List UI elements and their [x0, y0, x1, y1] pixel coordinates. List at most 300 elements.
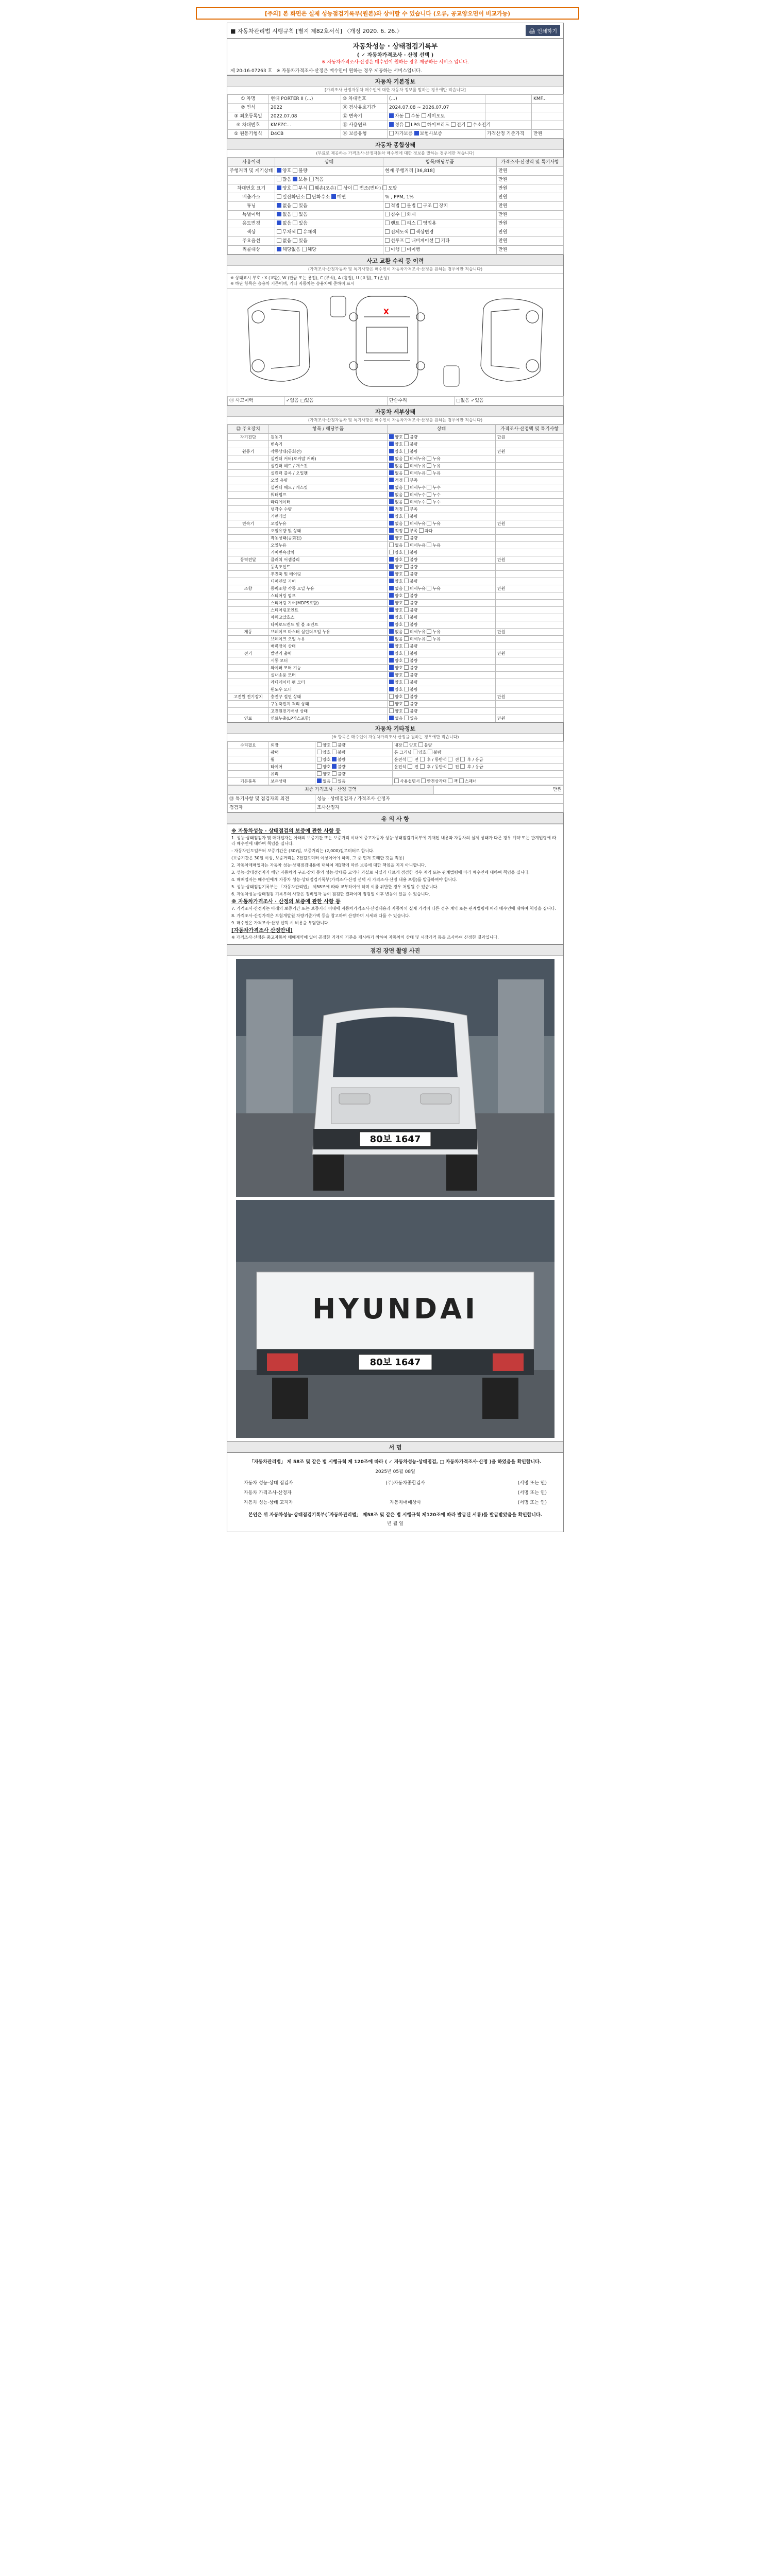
unchecked-box-icon [404, 528, 409, 533]
signer-3-sign: (서명 또는 인) [517, 1500, 547, 1505]
inspection-row-cell: 시동 모터 [269, 657, 388, 665]
status-row-cell: 전체도색 색상변경 [383, 228, 497, 237]
vehicle-info-row [228, 104, 564, 112]
status-row-cell: 해당없음 해당 [275, 246, 383, 255]
vehicle-info-row-cell [485, 95, 532, 104]
signer-row-1 [233, 1478, 557, 1487]
inspection-row-cell: 실린더 블록 / 오일팬 [269, 470, 388, 477]
extra-item-row-cell: 타이어 [269, 764, 315, 771]
status-row-cell: 적법 불법 구조 장치 [383, 202, 497, 211]
inspection-row-cell [228, 643, 269, 650]
inspection-row-cell: 와이퍼 모터 기능 [269, 665, 388, 672]
status-row-cell: 양호 불량 [275, 167, 383, 176]
checked-box-icon [389, 593, 394, 598]
inspection-row-cell [496, 665, 564, 672]
checked-box-icon [293, 177, 297, 181]
extra-item-row-cell: 양호 불량 [315, 749, 393, 756]
inspection-row-cell [228, 701, 269, 708]
unchecked-box-icon [404, 449, 409, 453]
checked-box-icon [277, 221, 281, 225]
status-row [228, 167, 564, 176]
car-left-side-view [248, 299, 310, 381]
unchecked-box-icon [317, 771, 322, 776]
inspection-row-cell: 만원 [496, 520, 564, 528]
document-subtitle-note: ※ 자동차가격조사·산정은 매수인이 원하는 경우 제공하는 서비스 입니다. [322, 60, 469, 65]
unchecked-box-icon [401, 203, 406, 208]
signer-row-3 [233, 1497, 557, 1507]
unchecked-box-icon [406, 238, 410, 243]
inspection-row-cell: 양호 불량 [388, 434, 496, 441]
notes-paragraph: 8. 가격조사·산정가격은 보험개발원 차량기준가액 등을 참고하여 산정하며 시세와 다를 수 있습니다. [231, 913, 411, 918]
record-meta-note: ※ 자동차가격조사·산정은 매수인이 원하는 경우 제공하는 서비스입니다. [276, 69, 422, 74]
inspection-row-cell: 스티어링 기어(MDPS포함) [269, 600, 388, 607]
inspection-row-cell [228, 679, 269, 686]
inspection-row [228, 484, 564, 492]
inspection-row-cell [496, 592, 564, 600]
inspection-row [228, 643, 564, 650]
unchecked-box-icon [389, 543, 394, 547]
inspector-table [227, 794, 564, 812]
unchecked-box-icon [422, 113, 426, 118]
inspection-row-cell: 기어변속장치 [269, 549, 388, 556]
unchecked-box-icon [309, 177, 314, 181]
inspection-row [228, 679, 564, 686]
signer-1-name: (주)자동차종합검사 [385, 1481, 425, 1486]
inspection-row-cell [228, 657, 269, 665]
inspection-row [228, 672, 564, 679]
inspection-row [228, 448, 564, 455]
unchecked-box-icon [404, 680, 409, 684]
unchecked-box-icon [448, 764, 452, 769]
inspection-heading: 자동차 세부상태 [227, 405, 563, 417]
vehicle-info-row-cell: ⑫ 변속기 [341, 112, 388, 121]
inspection-row-cell: 냉각수 수량 [269, 506, 388, 513]
signer-2-label: 자동차 가격조사·산정자 [244, 1490, 292, 1496]
checked-box-icon [389, 579, 394, 583]
inspection-row-cell: 원동기 [228, 448, 269, 455]
vehicle-info-row-cell [485, 104, 532, 112]
status-row-cell: 주행거리 및 계기상태 [228, 167, 275, 176]
inspection-row-cell: 양호 불량 [388, 621, 496, 629]
checked-box-icon [389, 665, 394, 670]
unchecked-box-icon [417, 203, 422, 208]
accident-summary-table [227, 396, 564, 405]
inspection-row-cell [228, 549, 269, 556]
inspection-row-cell: 없음 미세누유 누유 [388, 542, 496, 549]
inspection-column-header: 가격조사·산정액 및 특기사항 [496, 425, 564, 434]
checked-box-icon [389, 122, 394, 127]
unchecked-box-icon [420, 764, 425, 769]
inspection-row-cell: 양호 불량 [388, 571, 496, 578]
inspection-row-cell: 연료누출(LP가스포함) [269, 715, 388, 722]
notes-paragraph: 2. 자동차매매업자는 자동차 성능·상태점검내용에 대하여 제1항에 따른 보증에 대한 책임을 지지 아니합니다. [231, 863, 427, 868]
inspection-row [228, 592, 564, 600]
notes-paragraph: 6. 자동차성능·상태점검 기록부의 사항은 정비업자 등이 점검한 결과이며 점검일 이후 변동이 있을 수 있습니다. [231, 892, 430, 896]
inspection-row-cell [228, 542, 269, 549]
signature-block [227, 1452, 563, 1532]
checked-box-icon [389, 716, 394, 720]
form-reference: ■ 자동차관리법 시행규칙 [별지 제82호서식] 〈개정 2020. 6. 26.〉 [230, 27, 402, 35]
notes-body [227, 824, 563, 944]
unchecked-box-icon [404, 514, 409, 518]
inspection-row-cell: 양호 불량 [388, 592, 496, 600]
inspection-row-cell: 만원 [496, 693, 564, 701]
inspection-row-cell: 양호 불량 [388, 643, 496, 650]
unchecked-box-icon [404, 550, 409, 554]
inspection-row-cell: 없음 미세누유 누유 [388, 520, 496, 528]
unchecked-box-icon [408, 757, 412, 761]
unchecked-box-icon [389, 694, 394, 699]
inspection-row-cell [228, 470, 269, 477]
unchecked-box-icon [277, 177, 281, 181]
inspection-row-cell: 없음 미세누유 누유 [388, 470, 496, 477]
status-row-cell: 차대번호 표기 [228, 184, 275, 193]
extra-item-row-cell [228, 771, 269, 778]
vehicle-info-row-cell: 2024.07.08 ~ 2026.07.07 [388, 104, 485, 112]
checked-box-icon [389, 456, 394, 461]
status-row-cell: 양호 부식 훼손(오손) 상이 변조(변타) 도말 [275, 184, 383, 193]
inspection-row-cell: 배력장치 상태 [269, 643, 388, 650]
checked-box-icon [277, 203, 281, 208]
notes-paragraph: 3. 성능·상태점검자가 해당 자동차의 구조·장치 등의 성능·상태를 고의나 과실로 사실과 다르게 점검한 경우 계약 또는 관계법령에 따라 매수인에 대하여 책임을 집니다. [231, 870, 530, 875]
inspection-row-cell: 실내송풍 모터 [269, 672, 388, 679]
unchecked-box-icon [427, 456, 431, 461]
unchecked-box-icon [317, 764, 322, 769]
unchecked-box-icon [389, 701, 394, 706]
status-row-cell: 만원 [497, 193, 564, 202]
inspection-row-cell: 양호 불량 [388, 693, 496, 701]
inspection-row-cell [228, 499, 269, 506]
checked-box-icon [389, 113, 394, 118]
accident-heading: 사고 교환 수리 등 이력 [227, 255, 563, 266]
inspection-row-cell [496, 600, 564, 607]
warning-notice-bar [196, 7, 579, 20]
notes-subheading-1: ※ 자동차성능 · 상태점검의 보증에 관한 사항 등 [231, 828, 341, 834]
inspection-row-cell: 없음 있음 [388, 715, 496, 722]
signature-statement-2: 본인은 위 자동차성능·상태점검기록부(「자동차관리법」 제58조 및 같은 법 시행규칙 제120조에 따라 발급된 서류)를 발급받았음을 확인합니다. [248, 1513, 543, 1518]
extra-item-row [228, 764, 564, 771]
unchecked-box-icon [293, 185, 297, 190]
unchecked-box-icon [317, 742, 322, 747]
status-row-cell: 이행 미이행 [383, 246, 497, 255]
unchecked-box-icon [404, 535, 409, 540]
status-row-cell: 만원 [497, 167, 564, 176]
status-row-cell: 없음 있음 [275, 202, 383, 211]
unchecked-box-icon [451, 122, 456, 127]
inspection-row-cell: 양호 불량 [388, 686, 496, 693]
inspection-row-cell: 라디에이터 팬 모터 [269, 679, 388, 686]
unchecked-box-icon [404, 470, 409, 475]
inspection-row-cell: 오일누유 [269, 542, 388, 549]
inspection-row [228, 441, 564, 448]
extra-item-row-cell: 내장 양호 불량 [393, 742, 564, 749]
inspection-row-cell: 변속기 [228, 520, 269, 528]
inspection-row-cell: 스티어링 펌프 [269, 592, 388, 600]
inspection-row-cell [496, 636, 564, 643]
inspection-row-cell [228, 441, 269, 448]
inspection-row-cell [496, 571, 564, 578]
status-row [228, 219, 564, 228]
inspection-row-cell: 양호 불량 [388, 708, 496, 715]
unchecked-box-icon [427, 485, 431, 489]
extra-items-table [227, 741, 564, 785]
inspection-row-cell: 자기진단 [228, 434, 269, 441]
inspection-row-cell: 없음 미세누유 누유 [388, 455, 496, 463]
inspection-row-cell: 만원 [496, 585, 564, 592]
inspection-row [228, 535, 564, 542]
inspection-row-cell: 없음 미세누유 누유 [388, 636, 496, 643]
inspection-row-cell: 적정 부족 [388, 477, 496, 484]
unchecked-box-icon [389, 550, 394, 554]
print-button[interactable]: 🖨 인쇄하기 [526, 25, 560, 36]
inspection-row-cell: 동력조향 작동 오일 누유 [269, 585, 388, 592]
unchecked-box-icon [404, 708, 409, 713]
extra-item-row-cell [228, 756, 269, 764]
status-row-cell [383, 176, 497, 184]
inspection-row-cell [228, 484, 269, 492]
inspection-row-cell [496, 463, 564, 470]
extra-items-note: (※ 항목은 매수인이 자동차가격조사·산정을 원하는 경우에만 적습니다) [227, 734, 563, 741]
unchecked-box-icon [448, 778, 452, 783]
inspection-row-cell: 없음 미세누수 누수 [388, 499, 496, 506]
unchecked-box-icon [460, 757, 465, 761]
inspection-row-cell [228, 455, 269, 463]
accident-history-value: ✓없음 □있음 [284, 397, 388, 405]
status-row-cell: 많음 보통 적음 [275, 176, 383, 184]
checked-box-icon [277, 212, 281, 216]
inspection-row [228, 708, 564, 715]
inspection-row-cell: 양호 불량 [388, 441, 496, 448]
inspection-row [228, 571, 564, 578]
vehicle-info-row-cell [532, 121, 564, 130]
inspection-row-cell: 스티어링조인트 [269, 607, 388, 614]
extra-item-row-cell: 양호 불량 [315, 756, 393, 764]
inspection-row-cell: 브레이크 오일 누유 [269, 636, 388, 643]
inspection-row-cell [228, 528, 269, 535]
status-info-heading: 자동차 종합상태 [227, 139, 563, 150]
inspection-row-cell: 양호 불량 [388, 578, 496, 585]
checked-box-icon [389, 680, 394, 684]
vehicle-info-row-cell: ⑬ 사용연료 [341, 121, 388, 130]
unchecked-box-icon [405, 113, 410, 118]
status-row [228, 176, 564, 184]
unchecked-box-icon [293, 203, 297, 208]
inspection-row-cell: 없음 미세누유 누유 [388, 629, 496, 636]
inspection-row-cell [228, 636, 269, 643]
unchecked-box-icon [427, 499, 431, 504]
inspection-row-cell: 브레이크 마스터 실린더오일 누유 [269, 629, 388, 636]
inspection-row-cell [496, 701, 564, 708]
unchecked-box-icon [427, 463, 431, 468]
inspection-row-cell: 연료 [228, 715, 269, 722]
status-row-cell: % , PPM, 1% [383, 193, 497, 202]
extra-item-row-cell: 양호 불량 [315, 764, 393, 771]
inspection-row-cell: 양호 불량 [388, 535, 496, 542]
vehicle-info-row-cell: 만원 [532, 130, 564, 139]
status-row-cell: 렌트 리스 영업용 [383, 219, 497, 228]
inspection-row-cell: 양호 불량 [388, 600, 496, 607]
inspection-row-cell [228, 592, 269, 600]
inspection-row-cell [228, 571, 269, 578]
vehicle-info-row-cell: 현대 PORTER II (...) [269, 95, 341, 104]
inspection-row-cell [228, 477, 269, 484]
signature-date: 2025년 05월 08일 [375, 1469, 415, 1475]
front-plate-number: 80보 1647 [369, 1134, 421, 1145]
inspection-row-cell: 양호 불량 [388, 549, 496, 556]
inspection-row-cell: 작동상태(공회전) [269, 535, 388, 542]
inspection-row [228, 564, 564, 571]
unchecked-box-icon [404, 629, 409, 634]
unchecked-box-icon [408, 764, 412, 769]
status-row-cell: 주요옵션 [228, 237, 275, 246]
inspection-row-cell: 라디에이터 [269, 499, 388, 506]
inspection-row-cell: 실린더 헤드 / 개스킷 [269, 484, 388, 492]
inspection-row [228, 513, 564, 520]
simple-repair-value: □없음 ✓있음 [455, 397, 564, 405]
document-title-block [227, 39, 563, 66]
car-right-side-view [481, 299, 543, 381]
checked-box-icon [389, 485, 394, 489]
extra-item-row-cell: 룸 크리닝 양호 불량 [393, 749, 564, 756]
vehicle-info-row-cell: KMFZC... [269, 121, 341, 130]
checked-box-icon [389, 506, 394, 511]
checked-box-icon [332, 757, 337, 761]
inspection-row-cell [496, 578, 564, 585]
unchecked-box-icon [394, 778, 399, 783]
notes-paragraph: - 자동차인도일부터 보증기간은 (30)일, 보증거리는 (2,000)킬로미터로 합니다. [231, 849, 375, 853]
unchecked-box-icon [428, 750, 432, 754]
inspection-row-cell [228, 463, 269, 470]
inspection-row [228, 715, 564, 722]
vehicle-info-row-cell: 2022.07.08 [269, 112, 341, 121]
unchecked-box-icon [404, 456, 409, 461]
accident-note: (가격조사·산정자동차 및 특기사항은 매수인이 자동차가격조사·산정을 원하는 경우에만 적습니다) [227, 266, 563, 274]
inspection-row [228, 463, 564, 470]
unchecked-box-icon [404, 586, 409, 590]
inspection-row-cell [496, 643, 564, 650]
status-row-cell: 만원 [497, 219, 564, 228]
vehicle-damage-diagram [227, 288, 563, 396]
unchecked-box-icon [277, 238, 281, 243]
vehicle-info-row [228, 95, 564, 104]
inspection-row [228, 607, 564, 614]
inspection-row [228, 520, 564, 528]
final-price-value: 만원 [434, 786, 564, 794]
unchecked-box-icon [404, 687, 409, 691]
unchecked-box-icon [389, 708, 394, 713]
inspection-row-cell [496, 621, 564, 629]
document-header [227, 23, 563, 39]
unchecked-box-icon [385, 238, 390, 243]
vehicle-info-row-cell [532, 104, 564, 112]
extra-item-row [228, 742, 564, 749]
inspection-row-cell: 오일유량 및 상태 [269, 528, 388, 535]
document-title: 자동차성능 · 상태점검기록부 [352, 43, 438, 50]
vehicle-info-heading: 자동차 기본정보 [227, 75, 563, 87]
checked-box-icon [317, 778, 322, 783]
unchecked-box-icon [404, 434, 409, 439]
status-column-header: 항목/해당부품 [383, 158, 497, 167]
inspection-row [228, 492, 564, 499]
extra-item-row-cell: 휠 [269, 756, 315, 764]
inspection-row-cell: 양호 불량 [388, 657, 496, 665]
status-row-cell: 튜닝 [228, 202, 275, 211]
checked-box-icon [389, 687, 394, 691]
inspection-row [228, 455, 564, 463]
replacement-mark: X [383, 308, 389, 316]
vehicle-info-row-cell: KMF... [532, 95, 564, 104]
status-row-cell: 일산화탄소 탄화수소 매연 [275, 193, 383, 202]
extra-item-row-cell: 사용설명서 안전삼각대 잭 스패너 [393, 778, 564, 785]
status-row-cell: 만원 [497, 211, 564, 219]
front-vehicle-photo [236, 959, 554, 1197]
inspection-column-header: ⑫ 주요장치 [228, 425, 269, 434]
extra-item-row-cell: 보유상태 [269, 778, 315, 785]
unchecked-box-icon [332, 742, 337, 747]
inspection-row [228, 477, 564, 484]
checked-box-icon [389, 636, 394, 641]
inspection-row-cell [496, 477, 564, 484]
unchecked-box-icon [404, 579, 409, 583]
accident-legend [227, 274, 563, 288]
status-row [228, 246, 564, 255]
vehicle-info-row-cell: ④ 차대번호 [228, 121, 269, 130]
unchecked-box-icon [382, 185, 387, 190]
inspection-row-cell [496, 614, 564, 621]
inspection-row [228, 650, 564, 657]
inspection-row-cell: 변속기 [269, 441, 388, 448]
notes-subheading-3: [자동차가격조사 산정안내] [231, 928, 293, 934]
inspection-row-cell: 양호 불량 [388, 679, 496, 686]
unchecked-box-icon [332, 778, 337, 783]
unchecked-box-icon [293, 221, 297, 225]
inspector-label: 점검자 [228, 804, 315, 812]
extra-item-row-cell: 광택 [269, 749, 315, 756]
inspection-row [228, 585, 564, 592]
checked-box-icon [414, 131, 419, 135]
unchecked-box-icon [404, 622, 409, 626]
unchecked-box-icon [317, 750, 322, 754]
extra-item-row-cell: 운전석 전 후 / 동반석 전 후 / 응급 [393, 756, 564, 764]
inspection-row-cell: 발전기 출력 [269, 650, 388, 657]
inspection-row [228, 506, 564, 513]
document-meta [227, 66, 563, 75]
accident-legend-line-1: ※ 상태표시 부호 : X (교환), W (판금 또는 용접), C (부식), A (흠집), U (요철), T (손상) [230, 276, 390, 280]
status-row-cell: 특별이력 [228, 211, 275, 219]
checked-box-icon [389, 470, 394, 475]
extra-item-row-cell: 없음 있음 [315, 778, 393, 785]
checked-box-icon [389, 528, 394, 533]
status-column-header: 상태 [275, 158, 383, 167]
unchecked-box-icon [418, 742, 423, 747]
inspection-row-cell: 작동상태(공회전) [269, 448, 388, 455]
inspection-row [228, 614, 564, 621]
status-column-header: 가격조사·산정액 및 특기사항 [497, 158, 564, 167]
status-row-cell: 리콜대상 [228, 246, 275, 255]
vehicle-info-row-cell: ① 차명 [228, 95, 269, 104]
unchecked-box-icon [404, 463, 409, 468]
inspector-opinion-label: ⑬ 특기사항 및 점검자의 의견 [228, 795, 315, 804]
unchecked-box-icon [404, 636, 409, 641]
extra-item-row-cell [228, 764, 269, 771]
status-row-cell: 만원 [497, 176, 564, 184]
vehicle-info-row-cell: ⑭ 보증유형 [341, 130, 388, 139]
inspection-row-cell [228, 621, 269, 629]
unchecked-box-icon [302, 247, 307, 251]
inspection-row-cell: 추진축 및 베어링 [269, 571, 388, 578]
unchecked-box-icon [404, 478, 409, 482]
extra-item-row [228, 778, 564, 785]
